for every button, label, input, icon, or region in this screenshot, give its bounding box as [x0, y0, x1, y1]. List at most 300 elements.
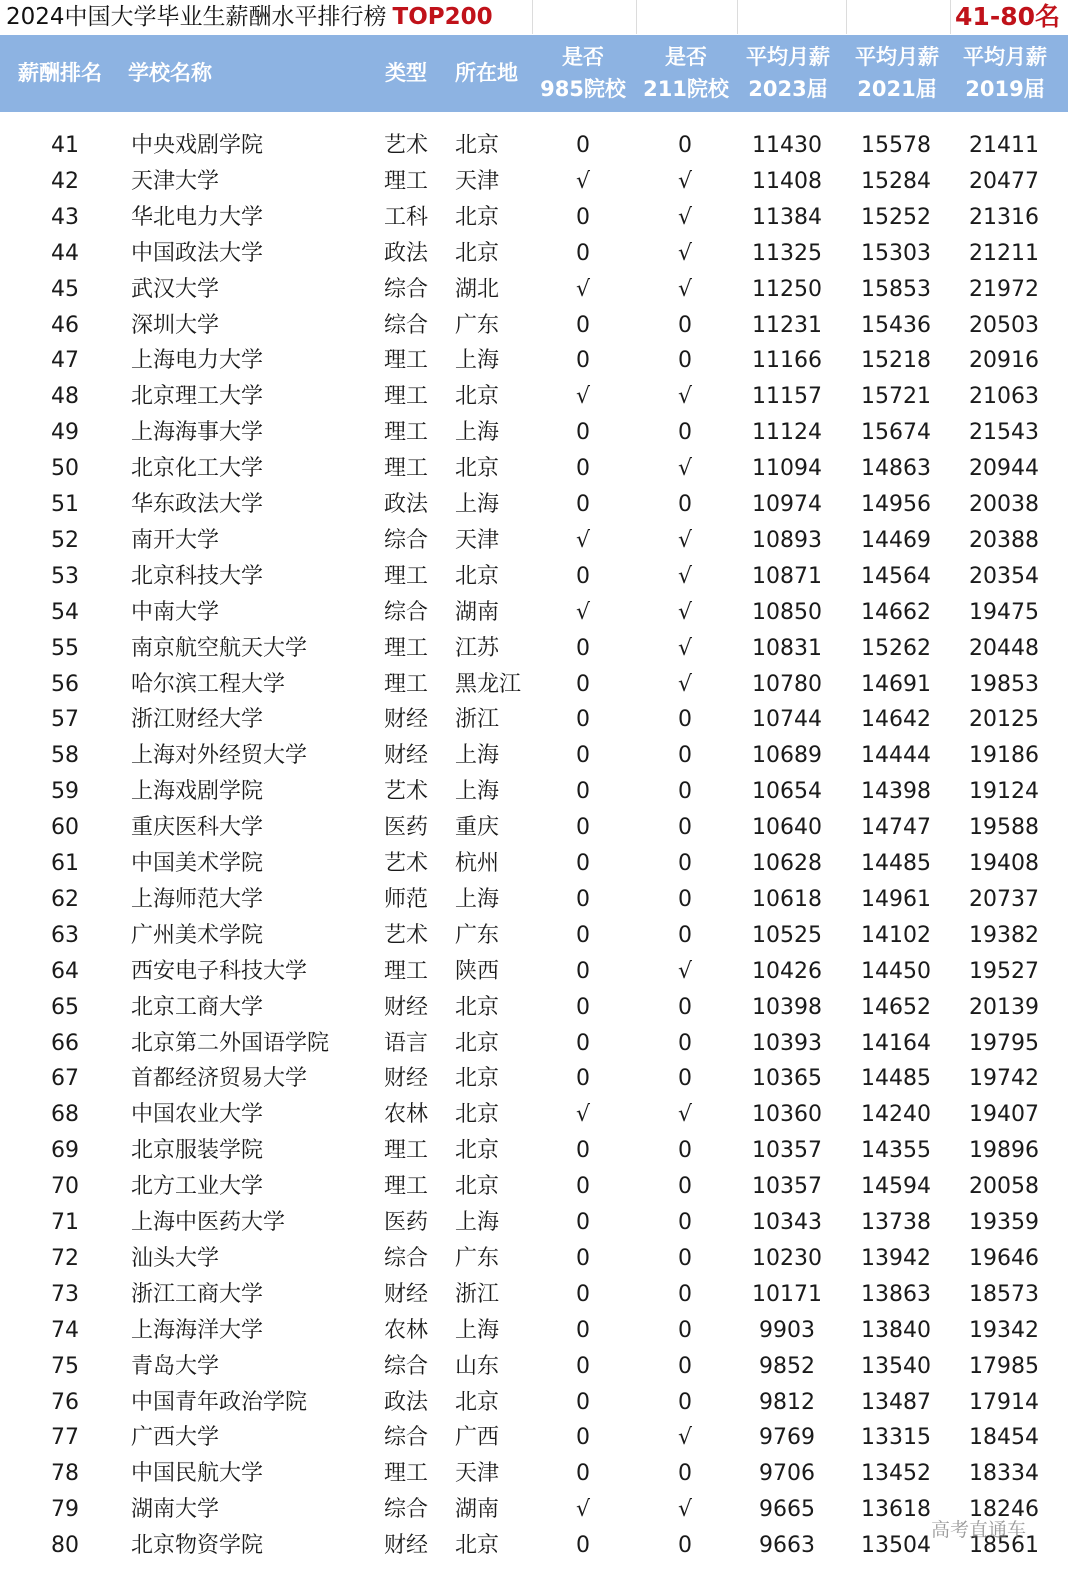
cell-salary-2021: 14956 [861, 492, 931, 517]
cell-location: 广东 [455, 313, 500, 338]
cell-salary-2023: 11430 [752, 133, 822, 158]
cell-salary-2019: 18573 [969, 1282, 1039, 1307]
rank-range-label: 41-80名 [955, 2, 1060, 31]
table-row [0, 308, 1068, 344]
table-row [0, 415, 1068, 451]
cell-rank: 74 [51, 1318, 79, 1343]
cell-location: 北京 [455, 1102, 500, 1127]
cell-salary-2019: 19475 [969, 600, 1039, 625]
cell-rank: 56 [51, 672, 79, 697]
cell-rank: 70 [51, 1174, 79, 1199]
cell-salary-2019: 19742 [969, 1066, 1039, 1091]
cell-type: 政法 [383, 241, 428, 266]
table-row [0, 200, 1068, 236]
cell-rank: 77 [51, 1425, 79, 1450]
cell-salary-2021: 15252 [861, 205, 931, 230]
cell-salary-2019: 17914 [969, 1390, 1039, 1415]
cell-school-name: 中国美术学院 [131, 851, 264, 876]
cell-salary-2019: 20944 [969, 456, 1039, 481]
cell-school-name: 北京理工大学 [131, 384, 264, 409]
cell-is985: 0 [576, 313, 590, 338]
cell-is211: 0 [678, 313, 692, 338]
cell-location: 广东 [455, 923, 500, 948]
header-location: 所在地 [455, 61, 518, 85]
cell-rank: 58 [51, 743, 79, 768]
cell-school-name: 华东政法大学 [131, 492, 264, 517]
table-header [0, 35, 1068, 112]
cell-rank: 44 [51, 241, 79, 266]
header-type: 类型 [385, 61, 427, 85]
cell-salary-2019: 17985 [969, 1354, 1039, 1379]
cell-type: 理工 [383, 1174, 428, 1199]
cell-rank: 76 [51, 1390, 79, 1415]
cell-school-name: 北方工业大学 [131, 1174, 264, 1199]
cell-school-name: 中国民航大学 [131, 1461, 264, 1486]
cell-salary-2019: 19527 [969, 959, 1039, 984]
cell-location: 天津 [455, 169, 500, 194]
cell-salary-2023: 10831 [752, 636, 822, 661]
cell-divider [950, 0, 951, 34]
cell-type: 农林 [383, 1318, 428, 1343]
cell-location: 广西 [455, 1425, 500, 1450]
cell-salary-2019: 19588 [969, 815, 1039, 840]
cell-location: 上海 [455, 743, 500, 768]
cell-salary-2019: 19124 [969, 779, 1039, 804]
cell-is211: 0 [678, 133, 692, 158]
cell-is211: √ [677, 1425, 693, 1450]
cell-location: 上海 [455, 887, 500, 912]
cell-location: 山东 [455, 1354, 500, 1379]
cell-rank: 59 [51, 779, 79, 804]
table-row [0, 1277, 1068, 1313]
cell-school-name: 北京科技大学 [131, 564, 264, 589]
table-row [0, 1241, 1068, 1277]
cell-is985: √ [575, 600, 591, 625]
cell-salary-2021: 15218 [861, 348, 931, 373]
cell-type: 综合 [383, 313, 428, 338]
cell-type: 财经 [383, 1533, 428, 1558]
cell-school-name: 浙江工商大学 [131, 1282, 264, 1307]
cell-is211: √ [677, 600, 693, 625]
cell-location: 上海 [455, 348, 500, 373]
cell-salary-2019: 20038 [969, 492, 1039, 517]
cell-is211: √ [677, 636, 693, 661]
cell-salary-2021: 13487 [861, 1390, 931, 1415]
cell-location: 黑龙江 [455, 672, 522, 697]
cell-type: 艺术 [383, 923, 428, 948]
cell-type: 综合 [383, 1354, 428, 1379]
table-row [0, 272, 1068, 308]
table-row [0, 918, 1068, 954]
cell-rank: 49 [51, 420, 79, 445]
cell-rank: 64 [51, 959, 79, 984]
cell-location: 浙江 [455, 707, 500, 732]
cell-type: 艺术 [383, 851, 428, 876]
title-row [0, 0, 1068, 34]
cell-salary-2019: 20354 [969, 564, 1039, 589]
cell-type: 综合 [383, 528, 428, 553]
cell-salary-2023: 9665 [759, 1497, 815, 1522]
cell-salary-2021: 13840 [861, 1318, 931, 1343]
cell-type: 理工 [383, 348, 428, 373]
cell-salary-2019: 19382 [969, 923, 1039, 948]
table-row [0, 990, 1068, 1026]
cell-is211: 0 [678, 1031, 692, 1056]
table-row [0, 559, 1068, 595]
cell-salary-2021: 14485 [861, 851, 931, 876]
cell-rank: 69 [51, 1138, 79, 1163]
cell-salary-2023: 10343 [752, 1210, 822, 1235]
cell-salary-2023: 10893 [752, 528, 822, 553]
cell-rank: 46 [51, 313, 79, 338]
table-row [0, 451, 1068, 487]
cell-rank: 61 [51, 851, 79, 876]
table-row [0, 631, 1068, 667]
cell-school-name: 广西大学 [131, 1425, 220, 1450]
cell-is211: √ [677, 672, 693, 697]
cell-school-name: 北京第二外国语学院 [131, 1031, 330, 1056]
cell-is985: √ [575, 277, 591, 302]
cell-rank: 60 [51, 815, 79, 840]
cell-is211: 0 [678, 492, 692, 517]
cell-is211: 0 [678, 1066, 692, 1091]
cell-is211: 0 [678, 348, 692, 373]
cell-type: 理工 [383, 169, 428, 194]
cell-salary-2023: 9663 [759, 1533, 815, 1558]
table-row [0, 1420, 1068, 1456]
cell-type: 理工 [383, 1461, 428, 1486]
cell-rank: 63 [51, 923, 79, 948]
cell-salary-2023: 9769 [759, 1425, 815, 1450]
table-row [0, 1169, 1068, 1205]
cell-location: 北京 [455, 384, 500, 409]
cell-rank: 53 [51, 564, 79, 589]
cell-school-name: 中国政法大学 [131, 241, 264, 266]
cell-salary-2023: 10628 [752, 851, 822, 876]
cell-salary-2021: 14564 [861, 564, 931, 589]
cell-is211: 0 [678, 1210, 692, 1235]
cell-is985: √ [575, 169, 591, 194]
cell-type: 医药 [383, 815, 428, 840]
cell-salary-2019: 19186 [969, 743, 1039, 768]
cell-salary-2021: 14164 [861, 1031, 931, 1056]
cell-school-name: 深圳大学 [131, 313, 220, 338]
cell-salary-2021: 15674 [861, 420, 931, 445]
cell-is985: 0 [576, 923, 590, 948]
cell-salary-2021: 15284 [861, 169, 931, 194]
cell-school-name: 哈尔滨工程大学 [131, 672, 286, 697]
cell-rank: 55 [51, 636, 79, 661]
cell-is985: 0 [576, 1246, 590, 1271]
cell-school-name: 广州美术学院 [131, 923, 264, 948]
table-row [0, 595, 1068, 631]
cell-is211: √ [677, 959, 693, 984]
cell-is985: 0 [576, 959, 590, 984]
cell-salary-2023: 9812 [759, 1390, 815, 1415]
cell-salary-2021: 13618 [861, 1497, 931, 1522]
table-row [0, 1349, 1068, 1385]
table-row [0, 774, 1068, 810]
table-row [0, 1061, 1068, 1097]
cell-salary-2019: 19408 [969, 851, 1039, 876]
cell-school-name: 天津大学 [131, 169, 220, 194]
cell-salary-2023: 10618 [752, 887, 822, 912]
cell-salary-2021: 14594 [861, 1174, 931, 1199]
cell-location: 湖北 [455, 277, 500, 302]
table-row [0, 236, 1068, 272]
cell-location: 北京 [455, 1390, 500, 1415]
cell-school-name: 北京工商大学 [131, 995, 264, 1020]
cell-type: 政法 [383, 492, 428, 517]
cell-is985: 0 [576, 492, 590, 517]
cell-is211: 0 [678, 1354, 692, 1379]
header-is211-line2: 211院校 [643, 77, 729, 101]
cell-location: 北京 [455, 564, 500, 589]
cell-is985: 0 [576, 205, 590, 230]
cell-is211: 0 [678, 1246, 692, 1271]
cell-location: 上海 [455, 420, 500, 445]
cell-salary-2023: 10689 [752, 743, 822, 768]
cell-salary-2019: 20477 [969, 169, 1039, 194]
table-row [0, 1097, 1068, 1133]
cell-type: 综合 [383, 1246, 428, 1271]
cell-is985: 0 [576, 1210, 590, 1235]
cell-salary-2023: 10850 [752, 600, 822, 625]
cell-salary-2021: 14662 [861, 600, 931, 625]
cell-type: 财经 [383, 1066, 428, 1091]
cell-salary-2023: 10974 [752, 492, 822, 517]
cell-salary-2023: 10744 [752, 707, 822, 732]
cell-school-name: 上海海事大学 [131, 420, 264, 445]
cell-salary-2021: 14863 [861, 456, 931, 481]
cell-salary-2023: 9903 [759, 1318, 815, 1343]
cell-is985: 0 [576, 1031, 590, 1056]
cell-salary-2021: 13942 [861, 1246, 931, 1271]
cell-type: 师范 [383, 887, 428, 912]
cell-is211: 0 [678, 743, 692, 768]
cell-salary-2019: 18561 [969, 1533, 1039, 1558]
cell-location: 上海 [455, 492, 500, 517]
cell-salary-2023: 10357 [752, 1138, 822, 1163]
table-row [0, 1528, 1068, 1564]
table-row [0, 846, 1068, 882]
cell-location: 杭州 [455, 851, 500, 876]
cell-type: 财经 [383, 1282, 428, 1307]
cell-is985: 0 [576, 707, 590, 732]
cell-salary-2019: 21063 [969, 384, 1039, 409]
cell-salary-2021: 14652 [861, 995, 931, 1020]
cell-salary-2023: 11231 [752, 313, 822, 338]
cell-salary-2023: 10357 [752, 1174, 822, 1199]
cell-rank: 66 [51, 1031, 79, 1056]
cell-type: 艺术 [383, 133, 428, 158]
cell-school-name: 上海对外经贸大学 [131, 743, 308, 768]
table-row [0, 1456, 1068, 1492]
cell-salary-2021: 14642 [861, 707, 931, 732]
cell-type: 综合 [383, 1425, 428, 1450]
cell-school-name: 上海电力大学 [131, 348, 264, 373]
cell-rank: 43 [51, 205, 79, 230]
cell-school-name: 上海海洋大学 [131, 1318, 264, 1343]
cell-rank: 54 [51, 600, 79, 625]
cell-salary-2023: 11094 [752, 456, 822, 481]
cell-type: 财经 [383, 995, 428, 1020]
cell-location: 上海 [455, 779, 500, 804]
header-salary-2021-line2: 2021届 [857, 77, 937, 101]
cell-is985: 0 [576, 815, 590, 840]
cell-salary-2021: 13452 [861, 1461, 931, 1486]
cell-salary-2021: 14444 [861, 743, 931, 768]
cell-rank: 71 [51, 1210, 79, 1235]
cell-type: 财经 [383, 707, 428, 732]
title-highlight: TOP200 [392, 4, 493, 30]
table-row [0, 1492, 1068, 1528]
table-row [0, 343, 1068, 379]
cell-salary-2023: 11157 [752, 384, 822, 409]
cell-location: 北京 [455, 1138, 500, 1163]
cell-rank: 51 [51, 492, 79, 517]
header-is985 [535, 41, 631, 105]
cell-is211: √ [677, 384, 693, 409]
cell-is211: √ [677, 456, 693, 481]
cell-school-name: 重庆医科大学 [131, 815, 264, 840]
header-salary-2023-line2: 2023届 [748, 77, 828, 101]
cell-is985: 0 [576, 1066, 590, 1091]
cell-school-name: 浙江财经大学 [131, 707, 264, 732]
cell-rank: 47 [51, 348, 79, 373]
table-row [0, 1026, 1068, 1062]
cell-rank: 79 [51, 1497, 79, 1522]
cell-salary-2021: 14355 [861, 1138, 931, 1163]
cell-rank: 73 [51, 1282, 79, 1307]
cell-salary-2021: 13863 [861, 1282, 931, 1307]
cell-type: 理工 [383, 672, 428, 697]
cell-is211: 0 [678, 1461, 692, 1486]
cell-location: 上海 [455, 1318, 500, 1343]
cell-school-name: 北京服装学院 [131, 1138, 264, 1163]
cell-location: 重庆 [455, 815, 500, 840]
table-row [0, 164, 1068, 200]
cell-is985: 0 [576, 1425, 590, 1450]
table-row [0, 882, 1068, 918]
cell-salary-2019: 20058 [969, 1174, 1039, 1199]
cell-rank: 52 [51, 528, 79, 553]
cell-is985: 0 [576, 1354, 590, 1379]
cell-salary-2021: 14747 [861, 815, 931, 840]
cell-salary-2023: 10360 [752, 1102, 822, 1127]
cell-is211: 0 [678, 707, 692, 732]
header-salary-2021 [849, 41, 945, 105]
cell-school-name: 南开大学 [131, 528, 220, 553]
cell-salary-2019: 21411 [969, 133, 1039, 158]
cell-school-name: 汕头大学 [131, 1246, 220, 1271]
cell-type: 综合 [383, 1497, 428, 1522]
watermark: 高考直通车 [931, 1519, 1027, 1541]
cell-is211: √ [677, 1102, 693, 1127]
table-row [0, 1133, 1068, 1169]
cell-location: 陕西 [455, 959, 500, 984]
cell-is211: 0 [678, 1174, 692, 1199]
cell-salary-2019: 21211 [969, 241, 1039, 266]
cell-is211: 0 [678, 1282, 692, 1307]
cell-is211: 0 [678, 779, 692, 804]
header-is985-line2: 985院校 [540, 77, 626, 101]
table-row [0, 1205, 1068, 1241]
cell-salary-2021: 15721 [861, 384, 931, 409]
cell-salary-2021: 15436 [861, 313, 931, 338]
cell-location: 上海 [455, 1210, 500, 1235]
cell-type: 医药 [383, 1210, 428, 1235]
cell-location: 浙江 [455, 1282, 500, 1307]
cell-is211: 0 [678, 1390, 692, 1415]
cell-type: 政法 [383, 1390, 428, 1415]
cell-is985: 0 [576, 1138, 590, 1163]
cell-is211: 0 [678, 851, 692, 876]
table-row [0, 738, 1068, 774]
cell-salary-2019: 19359 [969, 1210, 1039, 1235]
table-row [0, 379, 1068, 415]
cell-salary-2023: 11166 [752, 348, 822, 373]
cell-is211: √ [677, 169, 693, 194]
cell-salary-2023: 10171 [752, 1282, 822, 1307]
cell-school-name: 南京航空航天大学 [131, 636, 308, 661]
header-is211-line1: 是否 [665, 45, 707, 69]
cell-rank: 45 [51, 277, 79, 302]
cell-location: 天津 [455, 1461, 500, 1486]
cell-is985: √ [575, 1497, 591, 1522]
cell-is985: 0 [576, 887, 590, 912]
cell-salary-2021: 15262 [861, 636, 931, 661]
cell-is985: √ [575, 384, 591, 409]
cell-type: 财经 [383, 743, 428, 768]
cell-type: 理工 [383, 384, 428, 409]
cell-rank: 41 [51, 133, 79, 158]
cell-salary-2019: 20916 [969, 348, 1039, 373]
cell-rank: 67 [51, 1066, 79, 1091]
cell-salary-2021: 14240 [861, 1102, 931, 1127]
header-salary-2019 [957, 41, 1053, 105]
cell-salary-2019: 20139 [969, 995, 1039, 1020]
cell-type: 理工 [383, 1138, 428, 1163]
cell-is985: 0 [576, 636, 590, 661]
cell-location: 北京 [455, 241, 500, 266]
cell-salary-2019: 19646 [969, 1246, 1039, 1271]
cell-type: 农林 [383, 1102, 428, 1127]
cell-school-name: 上海中医药大学 [131, 1210, 286, 1235]
cell-rank: 72 [51, 1246, 79, 1271]
title-main: 2024中国大学毕业生薪酬水平排行榜 [6, 4, 387, 30]
cell-salary-2019: 21316 [969, 205, 1039, 230]
table-row [0, 487, 1068, 523]
cell-is211: √ [677, 277, 693, 302]
cell-is211: 0 [678, 1138, 692, 1163]
cell-location: 江苏 [455, 636, 500, 661]
cell-school-name: 北京化工大学 [131, 456, 264, 481]
cell-rank: 48 [51, 384, 79, 409]
cell-rank: 62 [51, 887, 79, 912]
cell-type: 理工 [383, 636, 428, 661]
cell-location: 广东 [455, 1246, 500, 1271]
cell-is985: 0 [576, 851, 590, 876]
table-row [0, 954, 1068, 990]
table-row [0, 810, 1068, 846]
cell-salary-2023: 10393 [752, 1031, 822, 1056]
cell-type: 艺术 [383, 779, 428, 804]
cell-salary-2021: 14469 [861, 528, 931, 553]
cell-is985: 0 [576, 995, 590, 1020]
cell-salary-2019: 18454 [969, 1425, 1039, 1450]
cell-is985: 0 [576, 564, 590, 589]
